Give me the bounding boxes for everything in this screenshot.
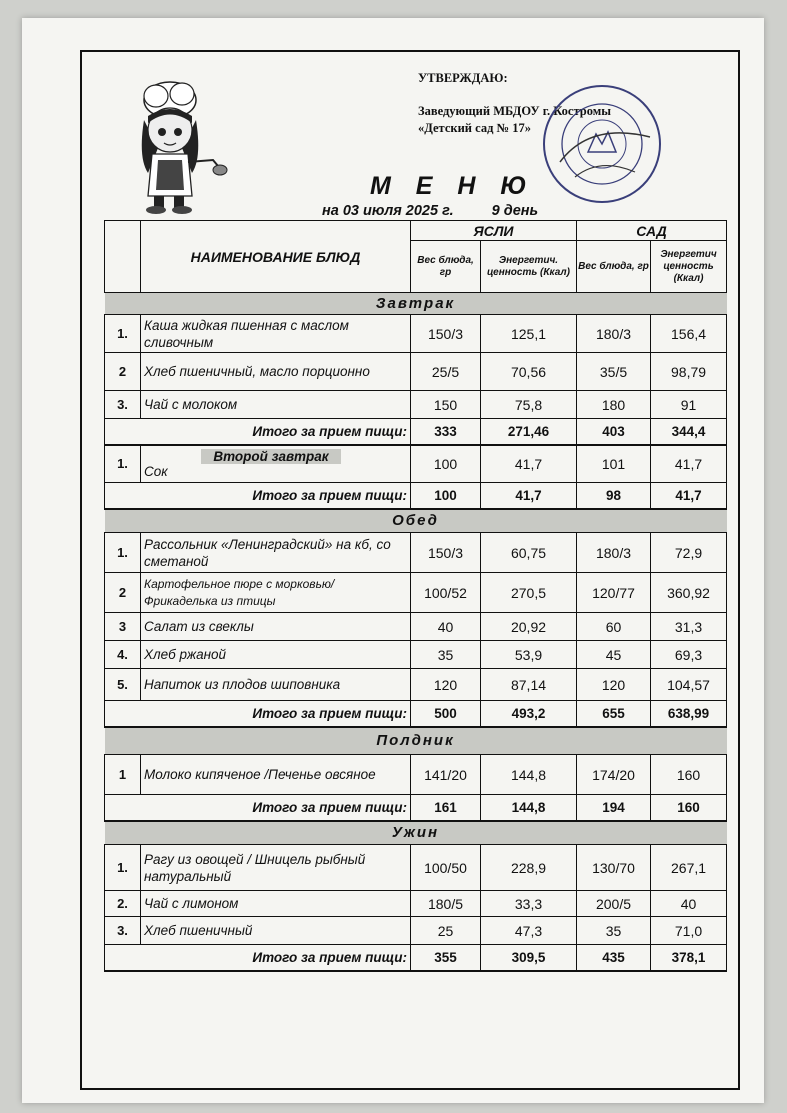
dish-name: Напиток из плодов шиповника bbox=[141, 669, 411, 701]
total-energy-nursery: 144,8 bbox=[481, 795, 577, 821]
dish-name: Сок bbox=[144, 463, 168, 479]
table-row bbox=[105, 917, 727, 945]
total-weight-kindergarten: 403 bbox=[577, 419, 651, 445]
total-weight-nursery: 333 bbox=[411, 419, 481, 445]
weight-kindergarten: 101 bbox=[577, 445, 651, 483]
energy-nursery: 75,8 bbox=[481, 391, 577, 419]
total-energy-nursery: 309,5 bbox=[481, 945, 577, 971]
table-row bbox=[105, 573, 727, 613]
weight-nursery: 150/3 bbox=[411, 533, 481, 573]
total-weight-nursery: 161 bbox=[411, 795, 481, 821]
total-weight-kindergarten: 194 bbox=[577, 795, 651, 821]
total-row bbox=[105, 945, 727, 971]
energy-kindergarten: 267,1 bbox=[651, 845, 727, 891]
total-weight-nursery: 500 bbox=[411, 701, 481, 727]
weight-nursery: 100/50 bbox=[411, 845, 481, 891]
table-row bbox=[105, 533, 727, 573]
header-weight: Вес блюда, гр bbox=[577, 241, 651, 293]
seal-stamp bbox=[540, 82, 665, 207]
total-weight-kindergarten: 98 bbox=[577, 483, 651, 509]
weight-nursery: 35 bbox=[411, 641, 481, 669]
section-breakfast: Завтрак bbox=[105, 293, 727, 315]
weight-kindergarten: 120 bbox=[577, 669, 651, 701]
energy-nursery: 20,92 bbox=[481, 613, 577, 641]
energy-nursery: 270,5 bbox=[481, 573, 577, 613]
menu-table bbox=[104, 220, 727, 972]
row-number: 1. bbox=[105, 445, 141, 483]
weight-nursery: 100/52 bbox=[411, 573, 481, 613]
table-row bbox=[105, 391, 727, 419]
table-row bbox=[105, 315, 727, 353]
menu-day: 9 день bbox=[491, 203, 539, 219]
total-label: Итого за прием пищи: bbox=[105, 795, 411, 821]
section-second-breakfast: Второй завтрак bbox=[201, 449, 341, 464]
weight-kindergarten: 35/5 bbox=[577, 353, 651, 391]
weight-nursery: 100 bbox=[411, 445, 481, 483]
energy-nursery: 228,9 bbox=[481, 845, 577, 891]
energy-kindergarten: 98,79 bbox=[651, 353, 727, 391]
dish-name: Картофельное пюре с морковью/ Фрикаделька из птицы bbox=[141, 573, 411, 613]
row-number: 4. bbox=[105, 641, 141, 669]
weight-kindergarten: 180/3 bbox=[577, 315, 651, 353]
total-energy-nursery: 271,46 bbox=[481, 419, 577, 445]
dish-name: Каша жидкая пшенная с маслом сливочным bbox=[141, 315, 411, 353]
total-row bbox=[105, 701, 727, 727]
energy-kindergarten: 71,0 bbox=[651, 917, 727, 945]
header-dish: НАИМЕНОВАНИЕ БЛЮД bbox=[141, 221, 411, 293]
total-energy-kindergarten: 41,7 bbox=[651, 483, 727, 509]
weight-nursery: 40 bbox=[411, 613, 481, 641]
energy-kindergarten: 41,7 bbox=[651, 445, 727, 483]
total-weight-kindergarten: 435 bbox=[577, 945, 651, 971]
dish-name: Рагу из овощей / Шницель рыбный натуральный bbox=[141, 845, 411, 891]
total-row bbox=[105, 419, 727, 445]
weight-kindergarten: 174/20 bbox=[577, 755, 651, 795]
approval-position: Заведующий МБДОУ г. Костромы bbox=[418, 104, 611, 118]
energy-kindergarten: 104,57 bbox=[651, 669, 727, 701]
energy-nursery: 33,3 bbox=[481, 891, 577, 917]
weight-nursery: 150/3 bbox=[411, 315, 481, 353]
energy-kindergarten: 69,3 bbox=[651, 641, 727, 669]
total-weight-nursery: 100 bbox=[411, 483, 481, 509]
total-energy-kindergarten: 638,99 bbox=[651, 701, 727, 727]
energy-nursery: 125,1 bbox=[481, 315, 577, 353]
dish-name: Хлеб пшеничный bbox=[141, 917, 411, 945]
total-energy-kindergarten: 160 bbox=[651, 795, 727, 821]
dish-name: Хлеб пшеничный, масло порционно bbox=[141, 353, 411, 391]
table-row bbox=[105, 755, 727, 795]
table-row bbox=[105, 353, 727, 391]
section-dinner: Ужин bbox=[105, 821, 727, 845]
menu-date: на 03 июля 2025 г. bbox=[322, 203, 454, 219]
table-row bbox=[105, 669, 727, 701]
row-number: 2 bbox=[105, 353, 141, 391]
header-weight: Вес блюда, гр bbox=[411, 241, 481, 293]
table-row bbox=[105, 641, 727, 669]
weight-kindergarten: 200/5 bbox=[577, 891, 651, 917]
header-group-kindergarten: САД bbox=[577, 221, 727, 241]
menu-date-line bbox=[322, 203, 538, 219]
energy-kindergarten: 360,92 bbox=[651, 573, 727, 613]
total-label: Итого за прием пищи: bbox=[105, 945, 411, 971]
energy-nursery: 70,56 bbox=[481, 353, 577, 391]
header-energy: Энергетич. ценность (Ккал) bbox=[481, 241, 577, 293]
weight-kindergarten: 130/70 bbox=[577, 845, 651, 891]
total-weight-nursery: 355 bbox=[411, 945, 481, 971]
weight-kindergarten: 180 bbox=[577, 391, 651, 419]
page-title: М Е Н Ю bbox=[370, 172, 536, 200]
row-number: 2. bbox=[105, 891, 141, 917]
weight-nursery: 180/5 bbox=[411, 891, 481, 917]
total-label: Итого за прием пищи: bbox=[105, 419, 411, 445]
dish-name: Рассольник «Ленинградский» на кб, со сметаной bbox=[141, 533, 411, 573]
energy-nursery: 60,75 bbox=[481, 533, 577, 573]
table-row bbox=[105, 445, 727, 483]
total-label: Итого за прием пищи: bbox=[105, 483, 411, 509]
weight-nursery: 141/20 bbox=[411, 755, 481, 795]
weight-nursery: 120 bbox=[411, 669, 481, 701]
total-energy-kindergarten: 378,1 bbox=[651, 945, 727, 971]
header-energy: Энергетич ценность (Ккал) bbox=[651, 241, 727, 293]
table-row bbox=[105, 613, 727, 641]
dish-cell bbox=[141, 445, 411, 483]
row-number: 3. bbox=[105, 391, 141, 419]
section-snack: Полдник bbox=[105, 727, 727, 755]
energy-nursery: 87,14 bbox=[481, 669, 577, 701]
table-row bbox=[105, 845, 727, 891]
total-energy-nursery: 493,2 bbox=[481, 701, 577, 727]
total-weight-kindergarten: 655 bbox=[577, 701, 651, 727]
weight-nursery: 25 bbox=[411, 917, 481, 945]
weight-kindergarten: 35 bbox=[577, 917, 651, 945]
total-energy-kindergarten: 344,4 bbox=[651, 419, 727, 445]
dish-name: Чай с молоком bbox=[141, 391, 411, 419]
total-row bbox=[105, 795, 727, 821]
energy-kindergarten: 72,9 bbox=[651, 533, 727, 573]
row-number: 3 bbox=[105, 613, 141, 641]
dish-name: Салат из свеклы bbox=[141, 613, 411, 641]
weight-kindergarten: 120/77 bbox=[577, 573, 651, 613]
weight-nursery: 150 bbox=[411, 391, 481, 419]
energy-kindergarten: 156,4 bbox=[651, 315, 727, 353]
row-number: 1. bbox=[105, 533, 141, 573]
weight-nursery: 25/5 bbox=[411, 353, 481, 391]
dish-name: Молоко кипяченое /Печенье овсяное bbox=[141, 755, 411, 795]
section-lunch: Обед bbox=[105, 509, 727, 533]
approval-institution: «Детский сад № 17» bbox=[418, 121, 531, 135]
energy-nursery: 53,9 bbox=[481, 641, 577, 669]
energy-kindergarten: 160 bbox=[651, 755, 727, 795]
energy-kindergarten: 40 bbox=[651, 891, 727, 917]
energy-nursery: 144,8 bbox=[481, 755, 577, 795]
row-number: 1. bbox=[105, 315, 141, 353]
energy-kindergarten: 91 bbox=[651, 391, 727, 419]
dish-name: Чай с лимоном bbox=[141, 891, 411, 917]
header-number bbox=[105, 221, 141, 293]
weight-kindergarten: 45 bbox=[577, 641, 651, 669]
header-group-nursery: ЯСЛИ bbox=[411, 221, 577, 241]
table-row bbox=[105, 891, 727, 917]
weight-kindergarten: 180/3 bbox=[577, 533, 651, 573]
energy-kindergarten: 31,3 bbox=[651, 613, 727, 641]
energy-nursery: 41,7 bbox=[481, 445, 577, 483]
total-row bbox=[105, 483, 727, 509]
row-number: 2 bbox=[105, 573, 141, 613]
row-number: 3. bbox=[105, 917, 141, 945]
dish-name: Хлеб ржаной bbox=[141, 641, 411, 669]
weight-kindergarten: 60 bbox=[577, 613, 651, 641]
total-label: Итого за прием пищи: bbox=[105, 701, 411, 727]
row-number: 1 bbox=[105, 755, 141, 795]
chef-girl-icon bbox=[118, 78, 233, 218]
approval-heading: УТВЕРЖДАЮ: bbox=[418, 71, 508, 85]
row-number: 1. bbox=[105, 845, 141, 891]
energy-nursery: 47,3 bbox=[481, 917, 577, 945]
total-energy-nursery: 41,7 bbox=[481, 483, 577, 509]
row-number: 5. bbox=[105, 669, 141, 701]
